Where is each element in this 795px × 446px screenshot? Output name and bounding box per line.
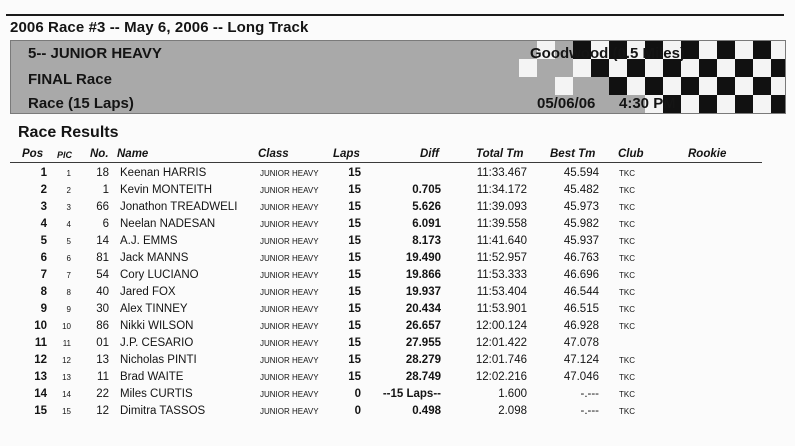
cell-club: TKC <box>619 237 635 246</box>
cell-driver-name: Nicholas PINTI <box>120 354 197 366</box>
cell-kart-number: 66 <box>96 201 109 213</box>
cell-best-time: 46.928 <box>563 320 599 332</box>
col-header-diff: Diff <box>420 148 439 160</box>
cell-position-in-class: 6 <box>66 254 71 263</box>
cell-total-time: 11:34.172 <box>476 184 527 196</box>
race-date: 05/06/06 <box>537 95 596 112</box>
cell-position-in-class: 1 <box>66 169 71 178</box>
cell-kart-number: 40 <box>96 286 109 298</box>
cell-kart-number: 1 <box>102 184 109 196</box>
cell-position-in-class: 15 <box>62 407 71 416</box>
cell-class: JUNIOR HEAVY <box>260 271 319 280</box>
cell-class: JUNIOR HEAVY <box>260 203 319 212</box>
race-time: 4:30 PM <box>619 95 676 112</box>
cell-diff: 6.091 <box>412 218 441 230</box>
cell-driver-name: Jonathon TREADWELI <box>120 201 238 213</box>
cell-driver-name: Cory LUCIANO <box>120 269 199 281</box>
table-row <box>0 284 795 301</box>
cell-class: JUNIOR HEAVY <box>260 407 319 416</box>
cell-laps: 15 <box>348 201 361 213</box>
cell-total-time: 11:52.957 <box>476 252 527 264</box>
cell-total-time: 12:01.422 <box>475 337 527 349</box>
cell-class: JUNIOR HEAVY <box>260 322 319 331</box>
col-header-name: Name <box>117 148 149 160</box>
table-row <box>0 216 795 233</box>
cell-best-time: -.--- <box>580 405 599 417</box>
cell-class: JUNIOR HEAVY <box>260 288 319 297</box>
cell-laps: 15 <box>348 252 361 264</box>
cell-driver-name: Alex TINNEY <box>120 303 188 315</box>
cell-best-time: 45.594 <box>563 167 599 179</box>
cell-class: JUNIOR HEAVY <box>260 237 319 246</box>
cell-club: TKC <box>619 322 635 331</box>
cell-class: JUNIOR HEAVY <box>260 373 319 382</box>
cell-kart-number: 14 <box>96 235 109 247</box>
cell-position: 13 <box>34 371 47 383</box>
cell-club: TKC <box>619 407 635 416</box>
cell-position-in-class: 13 <box>62 373 71 382</box>
table-row <box>0 352 795 369</box>
track-name: Goodwood (0.5 Miles) <box>529 45 685 62</box>
cell-driver-name: Neelan NADESAN <box>120 218 216 230</box>
cell-position: 15 <box>34 405 47 417</box>
cell-laps: 0 <box>354 405 361 417</box>
cell-total-time: 11:41.640 <box>476 235 527 247</box>
cell-laps: 15 <box>348 354 361 366</box>
top-rule <box>6 14 784 16</box>
cell-position-in-class: 5 <box>66 237 71 246</box>
table-row <box>0 199 795 216</box>
cell-club: TKC <box>619 390 635 399</box>
cell-class: JUNIOR HEAVY <box>260 254 319 263</box>
cell-best-time: 47.078 <box>563 337 599 349</box>
cell-laps: 15 <box>348 371 361 383</box>
cell-club: TKC <box>619 203 635 212</box>
cell-position-in-class: 12 <box>62 356 71 365</box>
cell-position: 10 <box>34 320 47 332</box>
cell-kart-number: 86 <box>96 320 109 332</box>
cell-kart-number: 18 <box>96 167 109 179</box>
round-label: FINAL Race <box>28 71 112 88</box>
cell-laps: 15 <box>348 167 361 179</box>
cell-position-in-class: 3 <box>66 203 71 212</box>
cell-total-time: 1.600 <box>498 388 527 400</box>
cell-laps: 15 <box>348 184 361 196</box>
cell-total-time: 11:33.467 <box>476 167 527 179</box>
cell-total-time: 12:02.216 <box>475 371 527 383</box>
col-header-class: Class <box>258 148 289 160</box>
cell-kart-number: 54 <box>96 269 109 281</box>
cell-position-in-class: 11 <box>62 339 71 348</box>
cell-diff: 28.749 <box>405 371 441 383</box>
cell-position: 2 <box>40 184 47 196</box>
cell-class: JUNIOR HEAVY <box>260 390 319 399</box>
cell-driver-name: Jack MANNS <box>120 252 189 264</box>
cell-position: 6 <box>40 252 47 264</box>
cell-total-time: 11:53.901 <box>476 303 527 315</box>
cell-class: JUNIOR HEAVY <box>260 186 319 195</box>
cell-diff: 0.705 <box>412 184 441 196</box>
cell-position: 8 <box>40 286 47 298</box>
cell-driver-name: Kevin MONTEITH <box>120 184 213 196</box>
cell-position-in-class: 4 <box>66 220 71 229</box>
cell-club: TKC <box>619 271 635 280</box>
cell-kart-number: 01 <box>96 337 109 349</box>
cell-kart-number: 6 <box>102 218 109 230</box>
cell-driver-name: J.P. CESARIO <box>120 337 194 349</box>
cell-position-in-class: 14 <box>62 390 71 399</box>
cell-position: 14 <box>34 388 47 400</box>
class-label: 5-- JUNIOR HEAVY <box>28 45 162 62</box>
cell-best-time: 46.763 <box>563 252 599 264</box>
cell-club: TKC <box>619 356 635 365</box>
cell-kart-number: 13 <box>96 354 109 366</box>
cell-position: 4 <box>40 218 47 230</box>
cell-total-time: 11:39.558 <box>476 218 527 230</box>
cell-kart-number: 81 <box>96 252 109 264</box>
col-header-pos: Pos <box>22 148 44 160</box>
cell-laps: 15 <box>348 320 361 332</box>
table-row <box>0 182 795 199</box>
cell-driver-name: A.J. EMMS <box>120 235 178 247</box>
cell-laps: 15 <box>348 218 361 230</box>
cell-club: TKC <box>619 373 635 382</box>
cell-club: TKC <box>619 169 635 178</box>
table-row <box>0 233 795 250</box>
col-header-no: No. <box>90 148 109 160</box>
cell-laps: 15 <box>348 235 361 247</box>
cell-best-time: 47.046 <box>563 371 599 383</box>
cell-laps: 15 <box>348 269 361 281</box>
table-row <box>0 403 795 420</box>
cell-class: JUNIOR HEAVY <box>260 339 319 348</box>
cell-diff: 19.937 <box>405 286 441 298</box>
cell-diff: 27.955 <box>405 337 441 349</box>
cell-club: TKC <box>619 288 635 297</box>
cell-club: TKC <box>619 220 635 229</box>
cell-best-time: 45.937 <box>563 235 599 247</box>
cell-best-time: 46.544 <box>563 286 599 298</box>
cell-class: JUNIOR HEAVY <box>260 356 319 365</box>
cell-club: TKC <box>619 305 635 314</box>
cell-total-time: 2.098 <box>498 405 527 417</box>
cell-best-time: 47.124 <box>563 354 599 366</box>
document-title: 2006 Race #3 -- May 6, 2006 -- Long Track <box>10 19 309 36</box>
col-header-best-time: Best Tm <box>550 148 596 160</box>
cell-class: JUNIOR HEAVY <box>260 220 319 229</box>
cell-position: 3 <box>40 201 47 213</box>
cell-diff: --15 Laps-- <box>382 388 441 400</box>
cell-best-time: 45.982 <box>563 218 599 230</box>
cell-diff: 28.279 <box>405 354 441 366</box>
table-row <box>0 369 795 386</box>
cell-laps: 0 <box>354 388 361 400</box>
table-row <box>0 267 795 284</box>
col-header-laps: Laps <box>333 148 360 160</box>
table-row <box>0 250 795 267</box>
cell-best-time: 46.696 <box>563 269 599 281</box>
cell-class: JUNIOR HEAVY <box>260 305 319 314</box>
race-banner <box>10 40 786 114</box>
cell-total-time: 12:00.124 <box>475 320 527 332</box>
cell-total-time: 11:53.333 <box>476 269 527 281</box>
cell-position: 7 <box>40 269 47 281</box>
cell-best-time: 45.482 <box>563 184 599 196</box>
cell-total-time: 12:01.746 <box>475 354 527 366</box>
cell-diff: 5.626 <box>412 201 441 213</box>
table-row <box>0 386 795 403</box>
cell-laps: 15 <box>348 337 361 349</box>
col-header-rookie: Rookie <box>688 148 727 160</box>
cell-kart-number: 11 <box>97 371 109 383</box>
cell-driver-name: Miles CURTIS <box>120 388 193 400</box>
cell-position: 9 <box>40 303 47 315</box>
cell-club: TKC <box>619 186 635 195</box>
col-header-total-time: Total Tm <box>476 148 524 160</box>
cell-position-in-class: 2 <box>66 186 71 195</box>
section-title: Race Results <box>18 124 119 141</box>
cell-driver-name: Brad WAITE <box>120 371 184 383</box>
table-row <box>0 301 795 318</box>
cell-position-in-class: 9 <box>66 305 71 314</box>
cell-total-time: 11:53.404 <box>476 286 527 298</box>
cell-diff: 26.657 <box>405 320 441 332</box>
cell-best-time: -.--- <box>580 388 599 400</box>
cell-club: TKC <box>619 254 635 263</box>
cell-diff: 19.866 <box>405 269 441 281</box>
cell-position-in-class: 7 <box>66 271 71 280</box>
cell-best-time: 45.973 <box>563 201 599 213</box>
cell-kart-number: 12 <box>96 405 109 417</box>
col-header-pic: PIC <box>57 150 73 160</box>
cell-diff: 19.490 <box>405 252 441 264</box>
table-row <box>0 318 795 335</box>
cell-diff: 20.434 <box>405 303 441 315</box>
cell-position: 1 <box>40 167 47 179</box>
cell-position: 11 <box>34 337 47 349</box>
cell-total-time: 11:39.093 <box>476 201 527 213</box>
cell-driver-name: Dimitra TASSOS <box>120 405 206 417</box>
cell-position: 12 <box>34 354 47 366</box>
cell-driver-name: Nikki WILSON <box>120 320 194 332</box>
cell-driver-name: Jared FOX <box>120 286 176 298</box>
race-laps-label: Race (15 Laps) <box>28 95 134 112</box>
cell-position-in-class: 8 <box>66 288 71 297</box>
table-row <box>0 165 795 182</box>
cell-diff: 0.498 <box>412 405 441 417</box>
cell-position-in-class: 10 <box>62 322 71 331</box>
cell-class: JUNIOR HEAVY <box>260 169 319 178</box>
cell-driver-name: Keenan HARRIS <box>120 167 207 179</box>
cell-kart-number: 30 <box>96 303 109 315</box>
cell-position: 5 <box>40 235 47 247</box>
cell-kart-number: 22 <box>96 388 109 400</box>
header-rule <box>10 162 762 163</box>
cell-best-time: 46.515 <box>563 303 599 315</box>
cell-laps: 15 <box>348 286 361 298</box>
cell-diff: 8.173 <box>412 235 441 247</box>
col-header-club: Club <box>618 148 644 160</box>
table-row <box>0 335 795 352</box>
cell-laps: 15 <box>348 303 361 315</box>
